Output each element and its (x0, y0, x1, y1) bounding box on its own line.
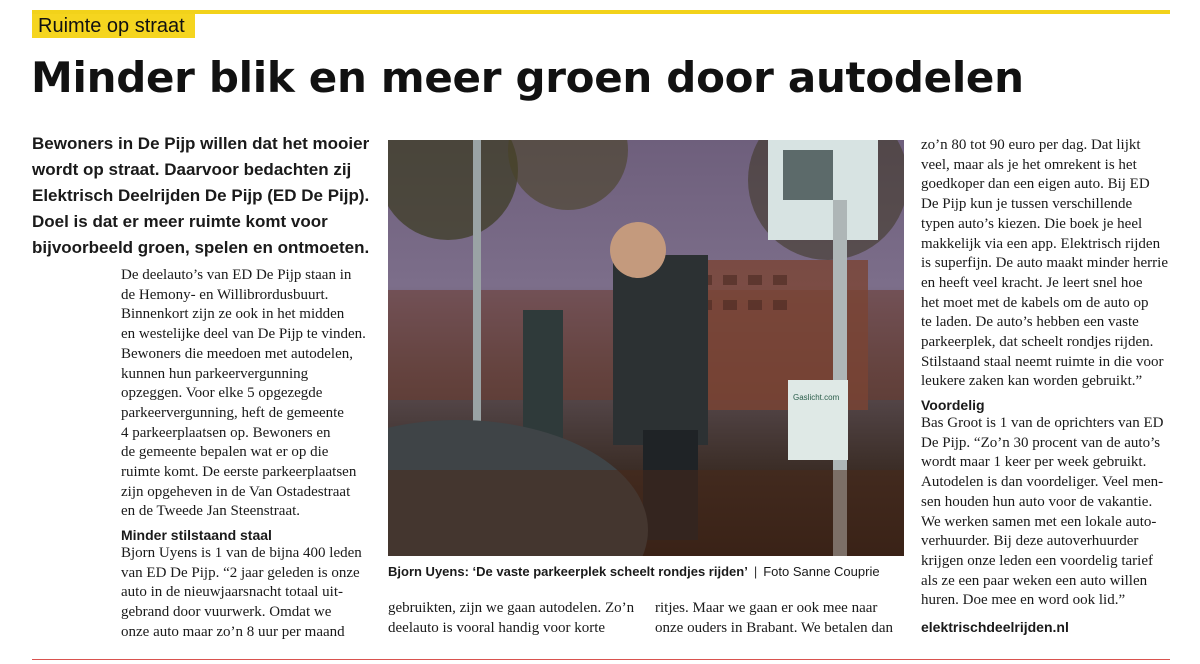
subheading-voordelig: Voordelig (921, 397, 985, 413)
column-3-text: ritjes. Maar we gaan er ook mee naar onze ouders in Brabant. We betalen dan (655, 600, 894, 636)
caption-separator: | (753, 564, 758, 579)
column-4-paragraph-2: Bas Groot is 1 van de oprichters van ED De Pijp. “Zo’n 30 procent van de auto’s wordt maar 1 keer per week gebruikt. Autodelen is dan voordeliger. Veel men- sen houden hun auto voor de vakantie. We werken samen met een lokale auto- verhuurder. Bij deze autoverhuurder krijgen onze leden een voordelig tarief als ze een paar weken een auto willen huren. Doe mee en word ook lid.” (921, 415, 1164, 609)
photo-illustration (388, 140, 904, 556)
column-2-text: gebruikten, zijn we gaan autodelen. Zo’n deelauto is vooral handig voor korte (388, 600, 635, 636)
subheading-minder-stilstaand-staal: Minder stilstaand staal (121, 527, 272, 543)
article-intro: Bewoners in De Pijp willen dat het mooier wordt op straat. Daarvoor bedachten zij Elektrisch Deelrijden De Pijp (ED De Pijp). Doel is dat er meer ruimte komt voor bijvoorbeeld groen, spelen en ontmoeten. (32, 134, 370, 257)
section-kicker: Ruimte op straat (32, 14, 195, 38)
website-link[interactable]: elektrischdeelrijden.nl (921, 619, 1069, 635)
article-headline: Minder blik en meer groen door autodelen (31, 53, 1024, 102)
column-4-paragraph-1: zo’n 80 tot 90 euro per dag. Dat lijkt veel, maar als je het omrekent is het goedkoper dan een eigen auto. Bij ED De Pijp kun je tussen verschillende typen auto’s kiezen. Die boek je heel makkelijk via een app. Elektrisch rijden is superfijn. De auto maakt minder herrie en heeft veel kracht. Je leert snel hoe het moet met de kabels om de auto op te laden. De auto’s hebben een vaste parkeerplek, dat scheelt rondjes rijden. Stilstaand staal neemt ruimte in die voor leukere zaken kan worden gebruikt.” (921, 137, 1169, 390)
column-1-paragraph-2: Bjorn Uyens is 1 van de bijna 400 leden van ED De Pijp. “2 jaar geleden is onze auto in de nieuwjaarsnacht totaal uit- gebrand door vuurwerk. Omdat we onze auto maar zo’n 8 uur per maand (121, 545, 362, 640)
article-photo (388, 140, 904, 556)
photo-credit: Foto Sanne Couprie (763, 564, 880, 579)
top-rule (32, 10, 1170, 14)
column-1-paragraph-1: De deelauto’s van ED De Pijp staan in de Hemony- en Willibrordusbuurt. Binnenkort zijn ze ook in het midden en westelijke deel van De Pijp te vinden. Bewoners die meedoen met autodelen, kunnen hun parkeervergunning opzeggen. Voor elke 5 opgezegde parkeervergunning, heft de gemeente 4 parkeerplaatsen op. Bewoners en de gemeente bepalen wat er op die ruimte komt. De eerste parkeerplaatsen zijn opgeheven in de Van Ostadestraat en de Tweede Jan Steenstraat. (121, 267, 366, 520)
caption-quote: Bjorn Uyens: ‘De vaste parkeerplek scheelt rondjes rijden’ (388, 564, 748, 579)
sign-text: Gaslicht.com (793, 393, 840, 402)
photo-caption (388, 563, 908, 580)
bottom-rule (32, 659, 1170, 660)
